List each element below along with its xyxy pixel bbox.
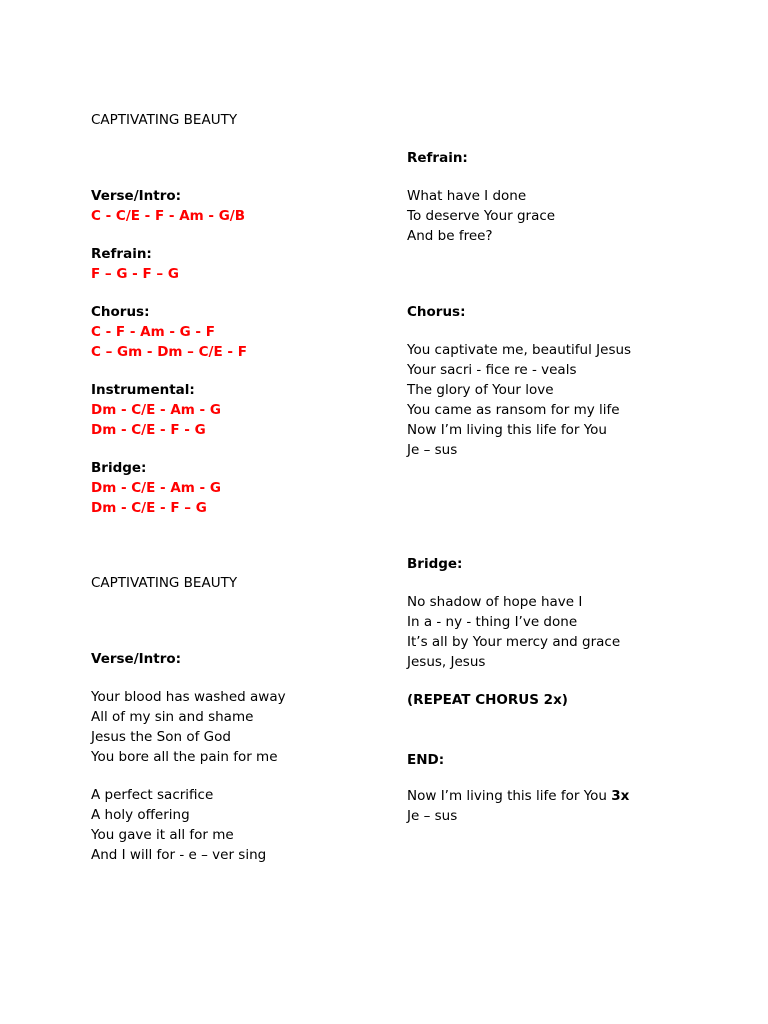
lyric-line: To deserve Your grace	[407, 208, 556, 224]
lyric-line: And be free?	[407, 228, 493, 244]
chords-instrumental-line: Dm - C/E - Am - G	[91, 402, 221, 418]
lyric-line: And I will for - e – ver sing	[91, 847, 267, 863]
lyric-line: You bore all the pain for me	[91, 749, 278, 765]
lyric-line: A holy offering	[91, 807, 190, 823]
lyric-line: A perfect sacrifice	[91, 787, 214, 803]
lyric-line: You came as ransom for my life	[407, 402, 620, 418]
lyric-line: All of my sin and shame	[91, 709, 254, 725]
chords-refrain-line: F – G - F – G	[91, 266, 179, 282]
lyric-line: Je – sus	[407, 442, 458, 458]
repeat-chorus-note: (REPEAT CHORUS 2x)	[407, 692, 568, 708]
chords-instrumental-line: Dm - C/E - F - G	[91, 422, 206, 438]
refrain-heading: Refrain:	[407, 150, 468, 166]
bridge-heading: Bridge:	[407, 556, 463, 572]
lyric-line: In a - ny - thing I’ve done	[407, 614, 578, 630]
lyric-line: Your blood has washed away	[91, 689, 286, 705]
lyric-line: Jesus the Son of God	[91, 729, 231, 745]
end-line-text: Now I’m living this life for You	[407, 788, 607, 804]
chords-bridge-heading: Bridge:	[91, 460, 147, 476]
end-last-line: Je – sus	[407, 808, 458, 824]
lyric-line: It’s all by Your mercy and grace	[407, 634, 621, 650]
lyric-line: The glory of Your love	[407, 382, 554, 398]
chords-bridge-line: Dm - C/E - F – G	[91, 500, 207, 516]
song-title: CAPTIVATING BEAUTY	[91, 112, 238, 128]
lyric-line: You gave it all for me	[91, 827, 234, 843]
lyric-line: No shadow of hope have I	[407, 594, 583, 610]
chords-bridge-line: Dm - C/E - Am - G	[91, 480, 221, 496]
end-multiplier: 3x	[611, 788, 630, 804]
lyric-line: Your sacri - fice re - veals	[407, 362, 577, 378]
lyrics-verse-heading: Verse/Intro:	[91, 651, 182, 667]
chorus-heading: Chorus:	[407, 304, 466, 320]
chords-chorus-line: C - F - Am - G - F	[91, 324, 215, 340]
lyric-line: Jesus, Jesus	[407, 654, 486, 670]
end-heading: END:	[407, 752, 445, 768]
chords-verse-line: C - C/E - F - Am - G/B	[91, 208, 246, 224]
lyric-line: Now I’m living this life for You	[407, 422, 607, 438]
chords-chorus-line: C – Gm - Dm – C/E - F	[91, 344, 247, 360]
chords-verse-heading: Verse/Intro:	[91, 188, 182, 204]
lyric-line: What have I done	[407, 188, 527, 204]
chords-refrain-heading: Refrain:	[91, 246, 152, 262]
lyric-line: You captivate me, beautiful Jesus	[407, 342, 632, 358]
chords-instrumental-heading: Instrumental:	[91, 382, 195, 398]
lyrics-title: CAPTIVATING BEAUTY	[91, 575, 238, 591]
end-line	[407, 786, 629, 806]
chords-chorus-heading: Chorus:	[91, 304, 150, 320]
